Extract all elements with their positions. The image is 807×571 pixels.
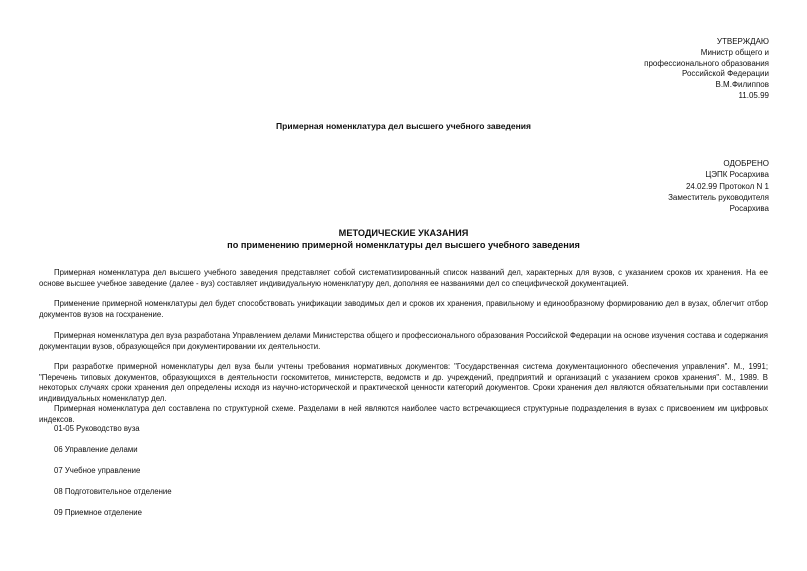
approval-line: Министр общего и xyxy=(700,47,769,57)
approved-protocol: 24.02.99 Протокол N 1 xyxy=(685,181,769,191)
paragraph: Примерная номенклатура дел вуза разработана Управлением делами Министерства общего и профессионального образования Российской Федерации на основе изучения состава и содержания документации вузов, образующейся при документировании их деятельности. xyxy=(39,331,768,351)
paragraph: Примерная номенклатура дел высшего учебного заведения представляет собой систематизированный список названий дел, характерных для вузов, с указанием сроков их хранения. На ее основе высшее учебное заведение (далее - вуз) составляет индивидуальную номенклатуру дел, дополняя ее названиями дел со специфической документацией. xyxy=(39,268,768,288)
paragraph: Примерная номенклатура дел составлена по структурной схеме. Разделами в ней являются наиболее часто встречающиеся структурные подразделения в вузах с присвоением им цифровых индексов. xyxy=(39,404,768,424)
approval-line: Российской Федерации xyxy=(682,69,769,79)
approval-heading: УТВЕРЖДАЮ xyxy=(716,37,769,46)
section-item: 06 Управление делами xyxy=(54,445,138,454)
approved-heading: ОДОБРЕНО xyxy=(723,159,769,168)
guidelines-title xyxy=(0,228,807,251)
approved-block xyxy=(668,158,769,214)
approved-line: Заместитель руководителя xyxy=(668,192,769,202)
paragraph: Применение примерной номенклатуры дел будет способствовать унификации заводимых дел и сроков их хранения, правильному и единообразному формированию дел в вузах, облегчит отбор документов вузов на госхранение. xyxy=(39,299,768,319)
document-title: Примерная номенклатура дел высшего учебного заведения xyxy=(276,121,531,131)
approval-date: 11.05.99 xyxy=(738,90,769,100)
paragraph: При разработке примерной номенклатуры дел вуза были учтены требования нормативных документов: "Государственная система документационного обеспечения управления". М., 1991; "Перечень типовых документов, образующихся в деятельности госкомитетов, министерств, ведомств и др. учреждений, предприятий и организаций с указанием сроков хранения". М., 1989. В некоторых случаях сроки хранения дел определены исходя из научно-исторической и практической ценности категорий документов. Сроки хранения дел являются обязательными при составлении индивидуальных номенклатур дел. xyxy=(39,362,768,403)
approval-signatory: В.М.Филиппов xyxy=(715,80,769,90)
guidelines-title-line1: МЕТОДИЧЕСКИЕ УКАЗАНИЯ xyxy=(338,228,469,238)
approval-line: профессионального образования xyxy=(644,58,769,68)
section-item: 08 Подготовительное отделение xyxy=(54,487,172,496)
guidelines-title-line2: по применению примерной номенклатуры дел высшего учебного заведения xyxy=(227,239,580,250)
approval-block xyxy=(644,37,769,102)
section-item: 01-05 Руководство вуза xyxy=(54,424,140,433)
approved-line: Росархива xyxy=(729,204,769,214)
approved-line: ЦЭПК Росархива xyxy=(705,170,769,180)
section-item: 07 Учебное управление xyxy=(54,466,141,475)
section-item: 09 Приемное отделение xyxy=(54,508,142,517)
